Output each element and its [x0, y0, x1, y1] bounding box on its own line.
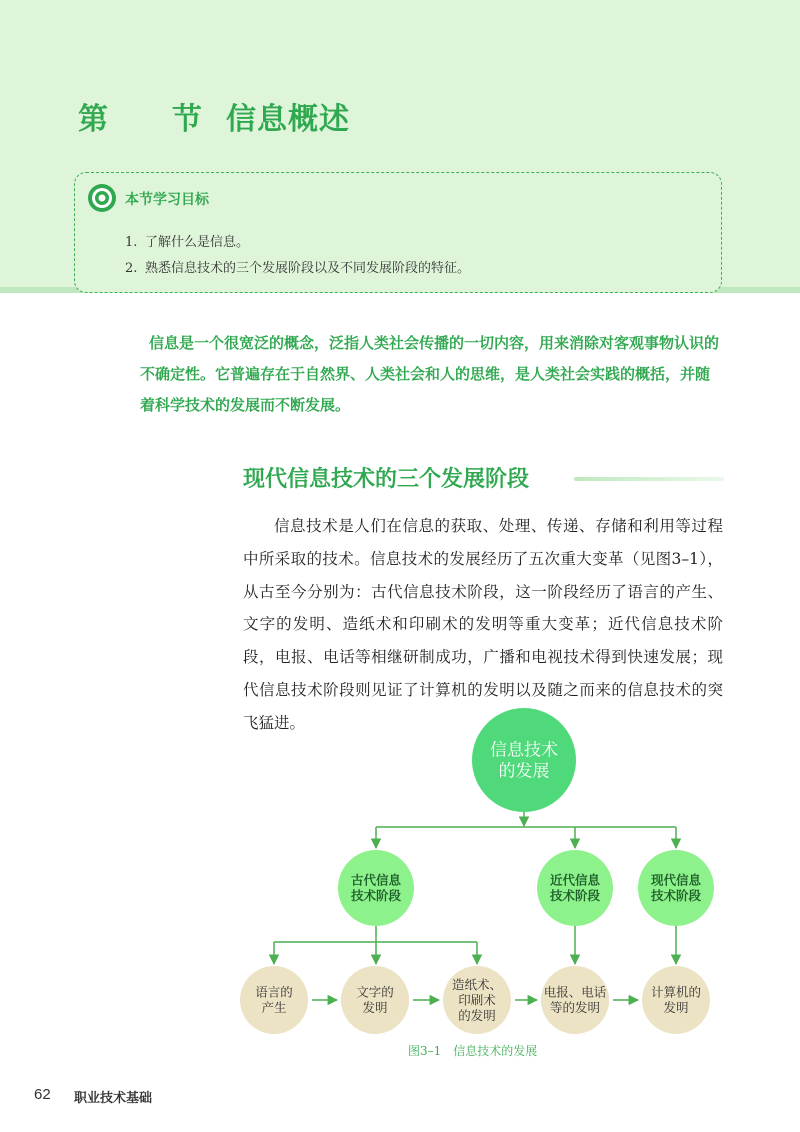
node-label: 文字的	[356, 984, 394, 1000]
learning-goals-title: 本节学习目标	[125, 192, 209, 208]
goal-number: 1.	[125, 235, 138, 250]
goal-number: 2.	[125, 261, 138, 276]
body-paragraph: 信息技术是人们在信息的获取、处理、传递、存储和利用等过程中所采取的技术。信息技术的发展经历了五次重大变革（见图3–1），从古至今分别为：古代信息技术阶段，这一阶段经历了语言的产生、文字的发明、造纸术和印刷术的发明等重大变革；近代信息技术阶段，电报、电话等相继研制成功，广播和电视技术得到快速发展；现代信息技术阶段则见证了计算机的发明以及随之而来的信息技术的突飞猛进。	[243, 517, 723, 732]
subsection-heading: 现代信息技术的三个发展阶段	[243, 467, 530, 492]
node-label: 等的发明	[549, 1000, 601, 1016]
target-icon	[87, 183, 117, 213]
root-node	[472, 708, 576, 812]
stage-node	[338, 850, 414, 926]
node-label: 技术阶段	[350, 888, 402, 904]
heading-rule	[574, 477, 724, 481]
node-label: 现代信息	[650, 872, 702, 888]
book-title: 职业技术基础	[74, 1091, 153, 1106]
goal-item	[125, 231, 249, 250]
node-label: 电报、电话	[543, 984, 607, 1000]
node-label: 语言的	[255, 984, 293, 1000]
event-node	[443, 966, 511, 1034]
goal-item	[125, 257, 470, 276]
event-node	[341, 966, 409, 1034]
node-label: 信息技术	[490, 740, 558, 761]
node-label: 技术阶段	[549, 888, 601, 904]
node-label: 的发展	[498, 761, 550, 782]
goal-text: 了解什么是信息。	[145, 235, 250, 250]
node-label: 近代信息	[549, 872, 601, 888]
learning-goals-box	[74, 172, 722, 293]
stage-node	[537, 850, 613, 926]
node-label: 造纸术、	[451, 976, 503, 992]
event-node	[541, 966, 609, 1034]
node-label: 的发明	[458, 1008, 496, 1023]
section-title: 信息概述	[226, 102, 350, 137]
stage-node	[638, 850, 714, 926]
event-node	[240, 966, 308, 1034]
page-number: 62	[34, 1086, 51, 1103]
node-label: 发明	[362, 1000, 388, 1016]
node-label: 古代信息	[350, 872, 402, 888]
node-label: 发明	[663, 1000, 689, 1016]
figure-number: 图3–1	[408, 1044, 442, 1058]
node-label: 技术阶段	[650, 888, 702, 904]
figure-caption-text: 信息技术的发展	[453, 1044, 538, 1058]
node-label: 计算机的	[650, 984, 702, 1000]
section-suffix: 节	[172, 102, 202, 137]
goal-text: 熟悉信息技术的三个发展阶段以及不同发展阶段的特征。	[145, 261, 471, 276]
it-development-diagram	[230, 700, 730, 1040]
node-label: 印刷术	[458, 992, 496, 1008]
section-prefix: 第	[78, 102, 108, 137]
diagram-nodes	[240, 708, 714, 1034]
figure-caption	[408, 1042, 537, 1059]
event-node	[642, 966, 710, 1034]
intro-paragraph: 信息是一个很宽泛的概念，泛指人类社会传播的一切内容，用来消除对客观事物认识的不确定性。它普遍存在于自然界、人类社会和人的思维，是人类社会实践的概括，并随着科学技术的发展而不断发展。	[140, 334, 720, 414]
node-label: 产生	[261, 1000, 287, 1016]
